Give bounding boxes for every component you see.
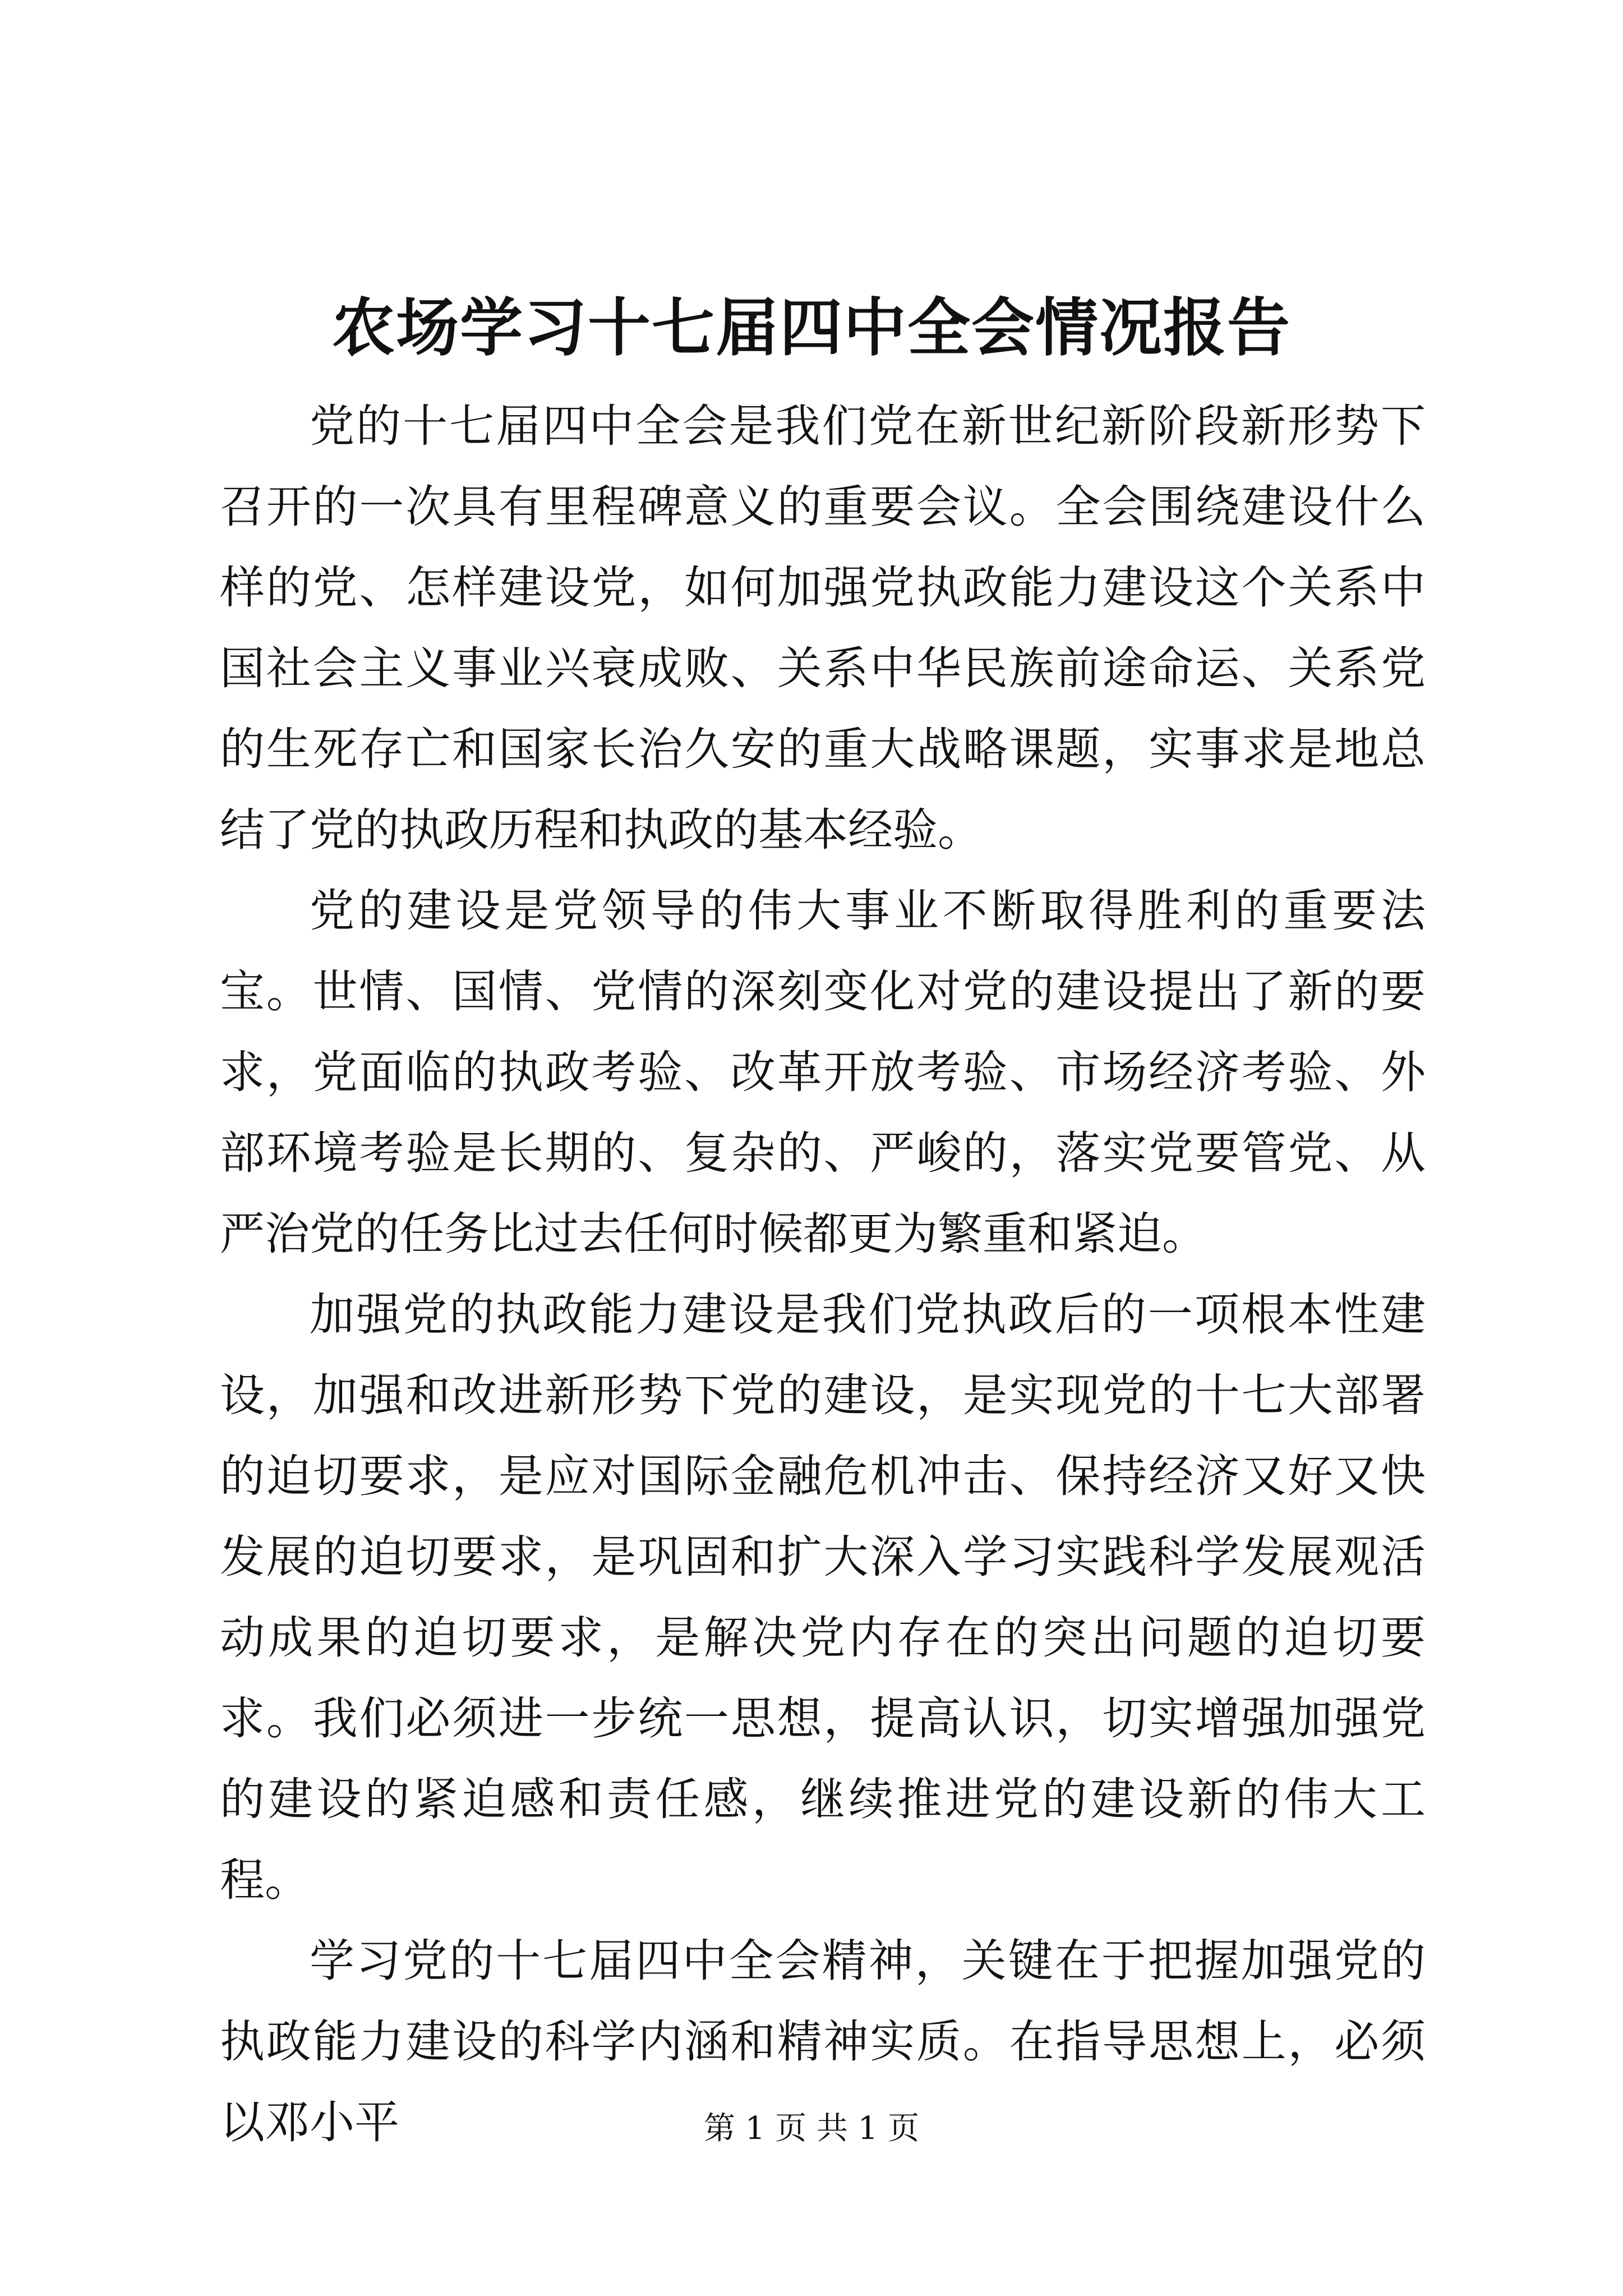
- document-body: [220, 386, 1426, 2163]
- paragraph: 学习党的十七届四中全会精神，关键在于把握加强党的执政能力建设的科学内涵和精神实质。在指导思想上，必须以邓小平: [220, 1935, 1426, 2148]
- paragraph: 加强党的执政能力建设是我们党执政后的一项根本性建设，加强和改进新形势下党的建设，是实现党的十七大部署的迫切要求，是应对国际金融危机冲击、保持经济又好又快发展的迫切要求，是巩固和扩大深入学习实践科学发展观活动成果的迫切要求，是解决党内存在的突出问题的迫切要求。我们必须进一步统一思想，提高认识，切实增强加强党的建设的紧迫感和责任感，继续推进党的建设新的伟大工程。: [220, 1289, 1426, 1906]
- page-footer: 第 1 页 共 1 页: [703, 2110, 920, 2147]
- paragraph: 党的建设是党领导的伟大事业不断取得胜利的重要法宝。世情、国情、党情的深刻变化对党的建设提出了新的要求，党面临的执政考验、改革开放考验、市场经济考验、外部环境考验是长期的、复杂的、严峻的，落实党要管党、从严治党的任务比过去任何时候都更为繁重和紧迫。: [220, 885, 1426, 1260]
- document-title: 农场学习十七届四中全会情况报告: [332, 291, 1291, 365]
- paragraph: 党的十七届四中全会是我们党在新世纪新阶段新形势下召开的一次具有里程碑意义的重要会议。全会围绕建设什么样的党、怎样建设党，如何加强党执政能力建设这个关系中国社会主义事业兴衰成败、关系中华民族前途命运、关系党的生死存亡和国家长治久安的重大战略课题，实事求是地总结了党的执政历程和执政的基本经验。: [220, 400, 1426, 856]
